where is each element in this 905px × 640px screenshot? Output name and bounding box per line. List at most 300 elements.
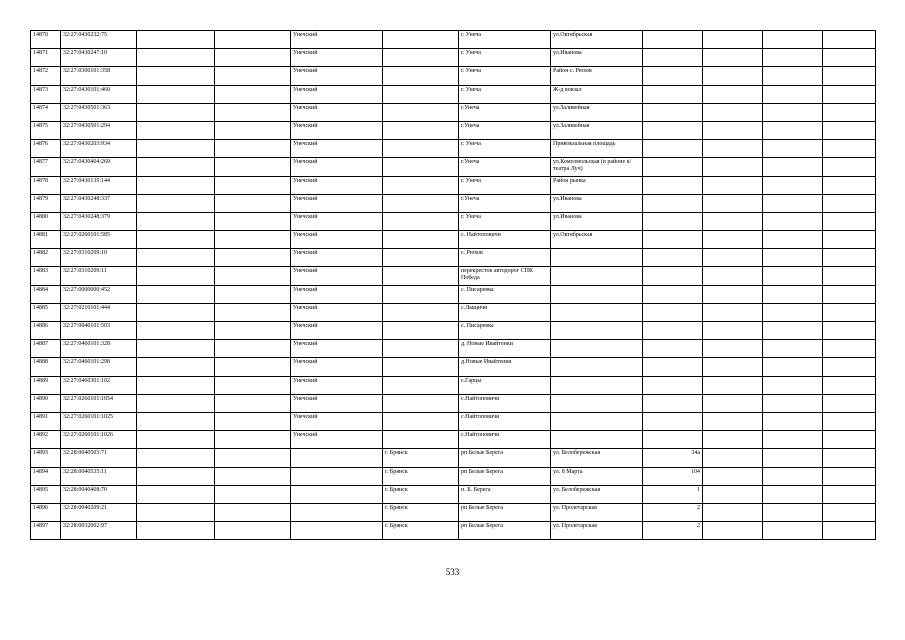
blank-cell — [137, 449, 215, 467]
row-number-cell: 14872 — [31, 67, 61, 85]
city-cell — [383, 376, 459, 394]
blank-cell — [823, 431, 876, 449]
page-number: 533 — [445, 567, 460, 577]
house-number-cell: 104 — [643, 467, 703, 485]
table-row — [31, 449, 876, 467]
blank-cell — [137, 503, 215, 521]
district-cell: Унечский — [291, 358, 383, 376]
city-cell: г. Брянск — [383, 485, 459, 503]
blank-cell — [823, 267, 876, 285]
blank-cell — [703, 231, 763, 249]
cadastral-number-cell: 32:27:0210101:444 — [61, 303, 137, 321]
house-number-cell — [643, 231, 703, 249]
cadastral-number-cell: 32:27:0430501:294 — [61, 121, 137, 139]
locality-cell: г. Унеча — [459, 31, 551, 49]
blank-cell — [703, 267, 763, 285]
house-number-cell: 1 — [643, 485, 703, 503]
street-cell: ул. Пролетарская — [551, 503, 643, 521]
blank-cell — [215, 231, 291, 249]
city-cell — [383, 140, 459, 158]
city-cell — [383, 49, 459, 67]
city-cell — [383, 231, 459, 249]
blank-cell — [137, 358, 215, 376]
house-number-cell — [643, 303, 703, 321]
table-row — [31, 231, 876, 249]
blank-cell — [215, 267, 291, 285]
locality-cell: г. Унеча — [459, 49, 551, 67]
blank-cell — [763, 522, 823, 540]
cadastral-number-cell: 32:27:0430404:269 — [61, 158, 137, 176]
locality-cell: с.Найтоповичи — [459, 394, 551, 412]
house-number-cell — [643, 176, 703, 194]
street-cell — [551, 376, 643, 394]
locality-cell: рп Белые Берега — [459, 449, 551, 467]
cadastral-number-cell: 32:27:0430101:460 — [61, 85, 137, 103]
table-row — [31, 176, 876, 194]
blank-cell — [823, 522, 876, 540]
blank-cell — [137, 31, 215, 49]
blank-cell — [763, 121, 823, 139]
locality-cell: с.Найтоповичи — [459, 412, 551, 430]
blank-cell — [137, 467, 215, 485]
row-number-cell: 14873 — [31, 85, 61, 103]
district-cell: Унечский — [291, 267, 383, 285]
blank-cell — [823, 285, 876, 303]
house-number-cell — [643, 103, 703, 121]
table-row — [31, 49, 876, 67]
table-row — [31, 85, 876, 103]
row-number-cell: 14875 — [31, 121, 61, 139]
city-cell: г. Брянск — [383, 503, 459, 521]
blank-cell — [703, 376, 763, 394]
blank-cell — [137, 267, 215, 285]
blank-cell — [763, 303, 823, 321]
blank-cell — [215, 67, 291, 85]
house-number-cell — [643, 85, 703, 103]
blank-cell — [137, 522, 215, 540]
street-cell: ул.Комсомольская (в районе к/театра Луч) — [551, 158, 643, 176]
locality-cell: г.Унеча — [459, 103, 551, 121]
table-row — [31, 503, 876, 521]
blank-cell — [215, 358, 291, 376]
house-number-cell — [643, 340, 703, 358]
house-number-cell — [643, 212, 703, 230]
locality-cell: г. Унеча — [459, 212, 551, 230]
table-row — [31, 140, 876, 158]
blank-cell — [215, 121, 291, 139]
district-cell: Унечский — [291, 412, 383, 430]
blank-cell — [215, 85, 291, 103]
blank-cell — [703, 158, 763, 176]
district-cell: Унечский — [291, 194, 383, 212]
house-number-cell — [643, 285, 703, 303]
blank-cell — [215, 340, 291, 358]
cadastral-number-cell: 32:27:0430247:10 — [61, 49, 137, 67]
blank-cell — [137, 485, 215, 503]
row-number-cell: 14887 — [31, 340, 61, 358]
row-number-cell: 14896 — [31, 503, 61, 521]
blank-cell — [763, 412, 823, 430]
street-cell: Ж-д вокзал — [551, 85, 643, 103]
blank-cell — [137, 249, 215, 267]
blank-cell — [215, 285, 291, 303]
blank-cell — [137, 231, 215, 249]
city-cell — [383, 267, 459, 285]
house-number-cell — [643, 267, 703, 285]
blank-cell — [137, 140, 215, 158]
house-number-cell — [643, 394, 703, 412]
blank-cell — [763, 358, 823, 376]
district-cell: Унечский — [291, 85, 383, 103]
locality-cell: п. Б. Берега — [459, 485, 551, 503]
street-cell: ул. 8 Марта — [551, 467, 643, 485]
street-cell: ул.Иванова — [551, 49, 643, 67]
locality-cell: с. Писаревка — [459, 285, 551, 303]
table-row — [31, 267, 876, 285]
blank-cell — [823, 376, 876, 394]
house-number-cell — [643, 249, 703, 267]
blank-cell — [137, 158, 215, 176]
blank-cell — [823, 103, 876, 121]
house-number-cell: 34а — [643, 449, 703, 467]
table-row — [31, 67, 876, 85]
blank-cell — [703, 67, 763, 85]
table-row — [31, 412, 876, 430]
blank-cell — [823, 485, 876, 503]
locality-cell: г.Унеча — [459, 194, 551, 212]
blank-cell — [137, 85, 215, 103]
blank-cell — [823, 140, 876, 158]
row-number-cell: 14885 — [31, 303, 61, 321]
street-cell — [551, 394, 643, 412]
blank-cell — [215, 212, 291, 230]
blank-cell — [703, 358, 763, 376]
blank-cell — [215, 467, 291, 485]
city-cell: г. Брянск — [383, 467, 459, 485]
row-number-cell: 14870 — [31, 31, 61, 49]
blank-cell — [137, 121, 215, 139]
city-cell — [383, 67, 459, 85]
cadastral-number-cell: 32:27:0260101:1054 — [61, 394, 137, 412]
city-cell — [383, 85, 459, 103]
blank-cell — [823, 358, 876, 376]
house-number-cell — [643, 412, 703, 430]
blank-cell — [763, 158, 823, 176]
blank-cell — [763, 212, 823, 230]
district-cell: Унечский — [291, 231, 383, 249]
cadastral-number-cell: 32:28:0040503:71 — [61, 449, 137, 467]
table-row — [31, 340, 876, 358]
street-cell — [551, 285, 643, 303]
blank-cell — [823, 31, 876, 49]
district-cell: Унечский — [291, 249, 383, 267]
row-number-cell: 14888 — [31, 358, 61, 376]
locality-cell: г.Унеча — [459, 158, 551, 176]
blank-cell — [215, 31, 291, 49]
district-cell — [291, 467, 383, 485]
cadastral-number-cell: 32:27:0430248:379 — [61, 212, 137, 230]
blank-cell — [137, 103, 215, 121]
city-cell — [383, 358, 459, 376]
blank-cell — [823, 49, 876, 67]
cadastral-number-cell: 32:27:0310209:11 — [61, 267, 137, 285]
row-number-cell: 14884 — [31, 285, 61, 303]
cadastral-number-cell: 32:27:0260101:585 — [61, 231, 137, 249]
blank-cell — [823, 449, 876, 467]
cadastral-number-cell: 32:27:0260101:1026 — [61, 431, 137, 449]
table-row — [31, 467, 876, 485]
blank-cell — [823, 67, 876, 85]
cadastral-number-cell: 32:27:0430203:934 — [61, 140, 137, 158]
blank-cell — [215, 522, 291, 540]
blank-cell — [823, 249, 876, 267]
locality-cell: рп Белые Берега — [459, 503, 551, 521]
district-cell: Унечский — [291, 31, 383, 49]
row-number-cell: 14878 — [31, 176, 61, 194]
table-row — [31, 376, 876, 394]
blank-cell — [703, 49, 763, 67]
blank-cell — [763, 103, 823, 121]
blank-cell — [215, 249, 291, 267]
city-cell — [383, 103, 459, 121]
blank-cell — [763, 176, 823, 194]
row-number-cell: 14889 — [31, 376, 61, 394]
city-cell — [383, 121, 459, 139]
blank-cell — [823, 121, 876, 139]
blank-cell — [215, 503, 291, 521]
cadastral-number-cell: 32:27:0260101:1025 — [61, 412, 137, 430]
locality-cell: рп Белые Берега — [459, 467, 551, 485]
row-number-cell: 14883 — [31, 267, 61, 285]
blank-cell — [137, 303, 215, 321]
blank-cell — [703, 467, 763, 485]
row-number-cell: 14894 — [31, 467, 61, 485]
blank-cell — [137, 212, 215, 230]
row-number-cell: 14874 — [31, 103, 61, 121]
blank-cell — [763, 194, 823, 212]
row-number-cell: 14880 — [31, 212, 61, 230]
street-cell: ул. Белобережская — [551, 485, 643, 503]
row-number-cell: 14877 — [31, 158, 61, 176]
blank-cell — [763, 140, 823, 158]
row-number-cell: 14897 — [31, 522, 61, 540]
city-cell — [383, 303, 459, 321]
table-row — [31, 358, 876, 376]
cadastral-number-cell: 32:28:0032002:97 — [61, 522, 137, 540]
cadastral-number-cell: 32:27:0460101:328 — [61, 340, 137, 358]
blank-cell — [763, 285, 823, 303]
locality-cell: д.Новые Ивайтенки — [459, 358, 551, 376]
city-cell — [383, 394, 459, 412]
table-row — [31, 322, 876, 340]
district-cell — [291, 522, 383, 540]
blank-cell — [137, 194, 215, 212]
blank-cell — [215, 412, 291, 430]
cadastral-number-cell: 32:27:0460101:298 — [61, 358, 137, 376]
blank-cell — [763, 267, 823, 285]
district-cell: Унечский — [291, 431, 383, 449]
locality-cell: г.Унеча — [459, 121, 551, 139]
house-number-cell — [643, 67, 703, 85]
blank-cell — [703, 503, 763, 521]
blank-cell — [137, 412, 215, 430]
street-cell: ул. Пролетарская — [551, 522, 643, 540]
document-table — [30, 30, 876, 540]
blank-cell — [823, 303, 876, 321]
blank-cell — [763, 449, 823, 467]
table-body — [31, 31, 876, 540]
district-cell: Унечский — [291, 67, 383, 85]
blank-cell — [763, 340, 823, 358]
blank-cell — [215, 176, 291, 194]
cadastral-number-cell: 32:27:0430248:337 — [61, 194, 137, 212]
cadastral-number-cell: 32:27:0300101:358 — [61, 67, 137, 85]
street-cell: ул.Иванова — [551, 212, 643, 230]
cadastral-number-cell: 32:27:0430501:363 — [61, 103, 137, 121]
district-cell: Унечский — [291, 103, 383, 121]
blank-cell — [703, 194, 763, 212]
locality-cell: с. Писаревка — [459, 322, 551, 340]
row-number-cell: 14891 — [31, 412, 61, 430]
blank-cell — [137, 322, 215, 340]
blank-cell — [215, 158, 291, 176]
district-cell: Унечский — [291, 140, 383, 158]
blank-cell — [703, 449, 763, 467]
house-number-cell: 2 — [643, 503, 703, 521]
blank-cell — [823, 467, 876, 485]
cadastral-number-cell: 32:27:0040101:503 — [61, 322, 137, 340]
blank-cell — [215, 322, 291, 340]
house-number-cell: 2 — [643, 522, 703, 540]
blank-cell — [703, 176, 763, 194]
table-row — [31, 303, 876, 321]
row-number-cell: 14890 — [31, 394, 61, 412]
cadastral-number-cell: 32:28:0040209:21 — [61, 503, 137, 521]
house-number-cell — [643, 140, 703, 158]
street-cell: ул.Заливейная — [551, 103, 643, 121]
blank-cell — [763, 394, 823, 412]
locality-cell: с.Найтоповичи — [459, 431, 551, 449]
house-number-cell — [643, 322, 703, 340]
house-number-cell — [643, 158, 703, 176]
blank-cell — [763, 485, 823, 503]
blank-cell — [763, 249, 823, 267]
street-cell: Район рынка — [551, 176, 643, 194]
blank-cell — [215, 303, 291, 321]
street-cell: ул.Заливейная — [551, 121, 643, 139]
blank-cell — [703, 412, 763, 430]
house-number-cell — [643, 358, 703, 376]
blank-cell — [703, 485, 763, 503]
street-cell: Привокзальная площадь — [551, 140, 643, 158]
blank-cell — [703, 31, 763, 49]
district-cell: Унечский — [291, 158, 383, 176]
blank-cell — [823, 340, 876, 358]
district-cell — [291, 485, 383, 503]
blank-cell — [215, 485, 291, 503]
district-cell: Унечский — [291, 394, 383, 412]
table-row — [31, 431, 876, 449]
blank-cell — [137, 340, 215, 358]
district-cell: Унечский — [291, 121, 383, 139]
cadastral-number-cell: 32:27:0460301:102 — [61, 376, 137, 394]
blank-cell — [823, 212, 876, 230]
table-row — [31, 212, 876, 230]
blank-cell — [763, 431, 823, 449]
district-cell: Унечский — [291, 303, 383, 321]
row-number-cell: 14892 — [31, 431, 61, 449]
locality-cell: с.Лыщичи — [459, 303, 551, 321]
district-cell — [291, 449, 383, 467]
cadastral-number-cell: 32:28:0040408:70 — [61, 485, 137, 503]
city-cell — [383, 176, 459, 194]
street-cell — [551, 249, 643, 267]
table-row — [31, 485, 876, 503]
row-number-cell: 14886 — [31, 322, 61, 340]
street-cell: ул.Иванова — [551, 194, 643, 212]
street-cell: ул. Белобережская — [551, 449, 643, 467]
district-cell — [291, 503, 383, 521]
street-cell: Район с. Рюхов — [551, 67, 643, 85]
blank-cell — [215, 449, 291, 467]
blank-cell — [137, 49, 215, 67]
city-cell — [383, 249, 459, 267]
street-cell — [551, 340, 643, 358]
blank-cell — [763, 231, 823, 249]
city-cell: г. Брянск — [383, 449, 459, 467]
street-cell — [551, 431, 643, 449]
blank-cell — [763, 467, 823, 485]
street-cell: ул.Октябрьская — [551, 231, 643, 249]
blank-cell — [823, 194, 876, 212]
blank-cell — [823, 85, 876, 103]
row-number-cell: 14895 — [31, 485, 61, 503]
street-cell: ул.Октябрьская — [551, 31, 643, 49]
blank-cell — [823, 322, 876, 340]
city-cell — [383, 158, 459, 176]
cadastral-number-cell: 32:27:0430135:144 — [61, 176, 137, 194]
blank-cell — [137, 176, 215, 194]
city-cell: г. Брянск — [383, 522, 459, 540]
city-cell — [383, 194, 459, 212]
blank-cell — [137, 431, 215, 449]
table-row — [31, 522, 876, 540]
blank-cell — [137, 285, 215, 303]
blank-cell — [763, 67, 823, 85]
house-number-cell — [643, 49, 703, 67]
row-number-cell: 14882 — [31, 249, 61, 267]
table-row — [31, 394, 876, 412]
cadastral-number-cell: 32:27:0000000:452 — [61, 285, 137, 303]
table-row — [31, 121, 876, 139]
district-cell: Унечский — [291, 322, 383, 340]
locality-cell: перекресток автодорог СПК Победа — [459, 267, 551, 285]
blank-cell — [703, 303, 763, 321]
blank-cell — [703, 121, 763, 139]
locality-cell: г. Унеча — [459, 140, 551, 158]
blank-cell — [763, 49, 823, 67]
blank-cell — [215, 431, 291, 449]
house-number-cell — [643, 194, 703, 212]
blank-cell — [703, 431, 763, 449]
blank-cell — [703, 340, 763, 358]
city-cell — [383, 322, 459, 340]
blank-cell — [703, 522, 763, 540]
blank-cell — [703, 249, 763, 267]
blank-cell — [703, 322, 763, 340]
street-cell — [551, 322, 643, 340]
blank-cell — [215, 140, 291, 158]
